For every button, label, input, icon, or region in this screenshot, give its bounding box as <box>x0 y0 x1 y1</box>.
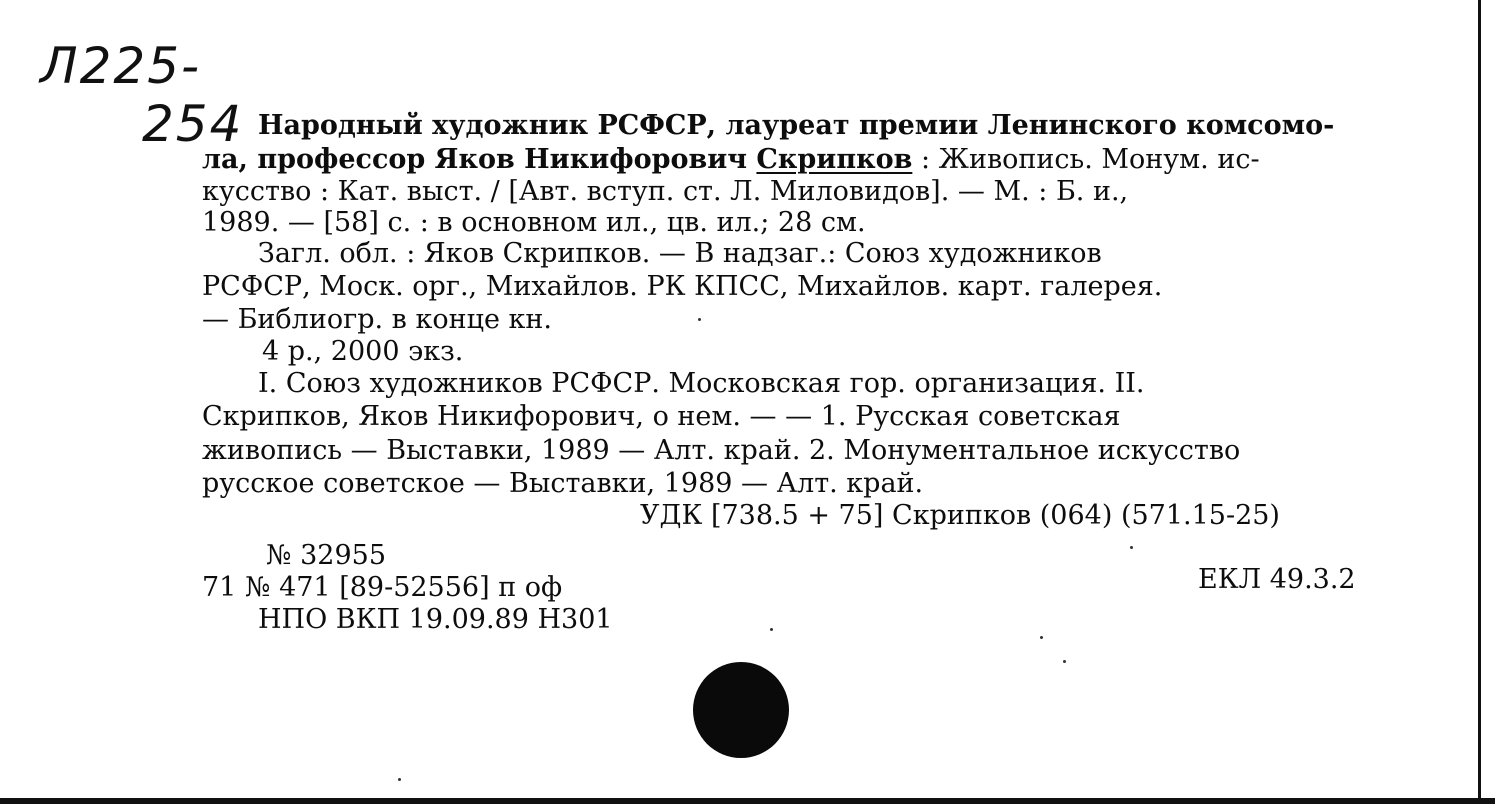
call-number-line1: Л225- <box>40 37 202 95</box>
subjects-line-2: Скрипков, Яков Никифорович, о нем. — — 1. Русская советская <box>202 401 1121 432</box>
entry-line-2 <box>202 144 1260 176</box>
notes-line-3: — Библиогр. в конце кн. <box>202 304 552 335</box>
card-bottom-edge <box>0 798 1495 804</box>
speck <box>770 628 773 631</box>
speck <box>1130 546 1133 549</box>
price-line: 4 р., 2000 экз. <box>262 336 464 367</box>
order-line: 71 № 471 [89-52556] п оф <box>202 572 563 603</box>
entry-line-3: кусство : Кат. выст. / [Авт. вступ. ст. Л. Миловидов]. — М. : Б. и., <box>202 176 1129 207</box>
card-right-edge <box>1478 0 1481 804</box>
punch-hole <box>693 662 789 758</box>
ekl-code: ЕКЛ 49.3.2 <box>1198 564 1356 595</box>
notes-line-2: РСФСР, Моск. орг., Михайлов. РК КПСС, Михайлов. карт. галерея. <box>202 271 1163 302</box>
speck <box>698 318 701 321</box>
speck <box>1040 636 1043 639</box>
subjects-line-1: I. Союз художников РСФСР. Московская гор. организация. II. <box>258 368 1145 399</box>
subjects-line-3: живопись — Выставки, 1989 — Алт. край. 2. Монументальное искусство <box>202 435 1241 466</box>
entry-line-2-post: : Живопись. Монум. ис- <box>912 144 1260 175</box>
call-number-line2: 254 <box>142 95 244 153</box>
entry-line-1: Народный художник РСФСР, лауреат премии Ленинского комсомо- <box>258 110 1335 141</box>
entry-line-4: 1989. — [58] с. : в основном ил., цв. ил.; 28 см. <box>202 207 866 238</box>
speck <box>1063 660 1066 663</box>
udc-line: УДК [738.5 + 75] Скрипков (064) (571.15-25) <box>640 500 1280 531</box>
entry-line-2-pre: ла, профессор Яков Никифорович <box>202 144 757 175</box>
speck <box>398 778 401 781</box>
author-surname: Скрипков <box>756 144 913 175</box>
printer-line: НПО ВКП 19.09.89 Н301 <box>258 604 613 635</box>
subjects-line-4: русское советское — Выставки, 1989 — Алт. край. <box>202 468 924 499</box>
record-number: № 32955 <box>266 540 387 571</box>
notes-line-1: Загл. обл. : Яков Скрипков. — В надзаг.: Союз художников <box>258 238 1102 269</box>
